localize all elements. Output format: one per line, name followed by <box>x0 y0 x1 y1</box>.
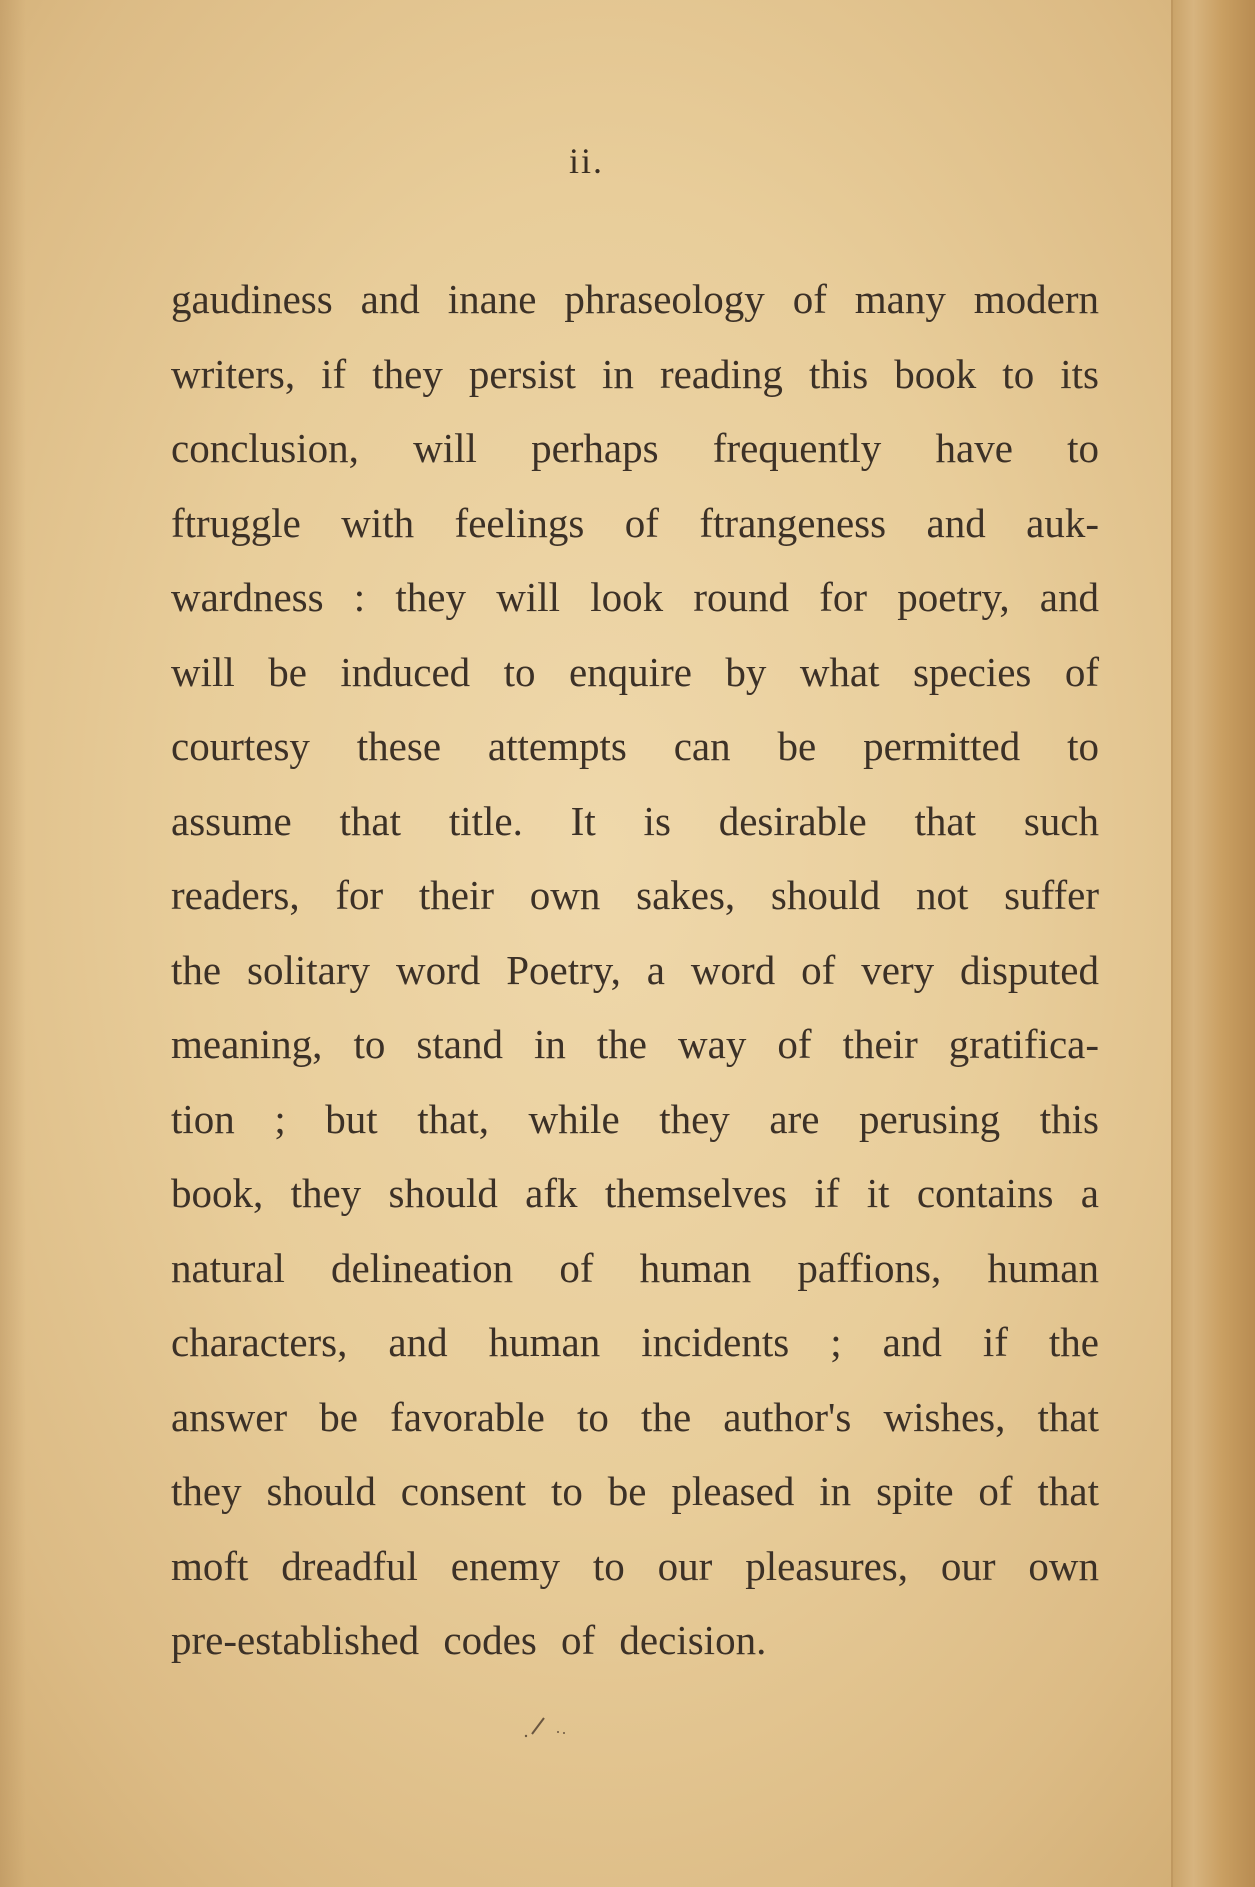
text-line: they should consent to be pleased in spite of that <box>171 1468 1099 1514</box>
text-line: wardness : they will look round for poetry, and <box>171 574 1099 620</box>
body-text <box>171 262 1099 1678</box>
text-line: gaudiness and inane phraseology of many modern <box>171 276 1099 322</box>
text-line: conclusion, will perhaps frequently have to <box>171 425 1099 471</box>
text-line: will be induced to enquire by what species of <box>171 648 1099 695</box>
text-line: ftruggle with feelings of ftrangeness and auk- <box>171 499 1099 546</box>
text-line: tion ; but that, while they are perusing this <box>171 1095 1099 1142</box>
text-line: assume that title. It is desirable that such <box>171 797 1099 844</box>
text-line: moft dreadful enemy to our pleasures, our own <box>171 1542 1099 1589</box>
page-left-shadow <box>0 0 26 1887</box>
page-edge <box>1171 0 1255 1887</box>
page-number: ii. <box>568 141 604 181</box>
text-line: natural delineation of human paffions, human <box>171 1244 1099 1291</box>
text-line-last: pre-established codes of decision. <box>171 1617 767 1663</box>
text-line: characters, and human incidents ; and if the <box>171 1319 1099 1365</box>
text-line: courtesy these attempts can be permitted to <box>171 723 1099 769</box>
stray-ink-mark <box>522 1710 602 1740</box>
text-line: meaning, to stand in the way of their gratifica- <box>171 1021 1099 1067</box>
text-line: readers, for their own sakes, should not suffer <box>171 872 1099 918</box>
text-line: the solitary word Poetry, a word of very disputed <box>171 946 1099 993</box>
text-line: book, they should afk themselves if it contains a <box>171 1170 1099 1216</box>
text-line: writers, if they persist in reading this book to its <box>171 350 1099 397</box>
text-line: answer be favorable to the author's wishes, that <box>171 1393 1099 1440</box>
